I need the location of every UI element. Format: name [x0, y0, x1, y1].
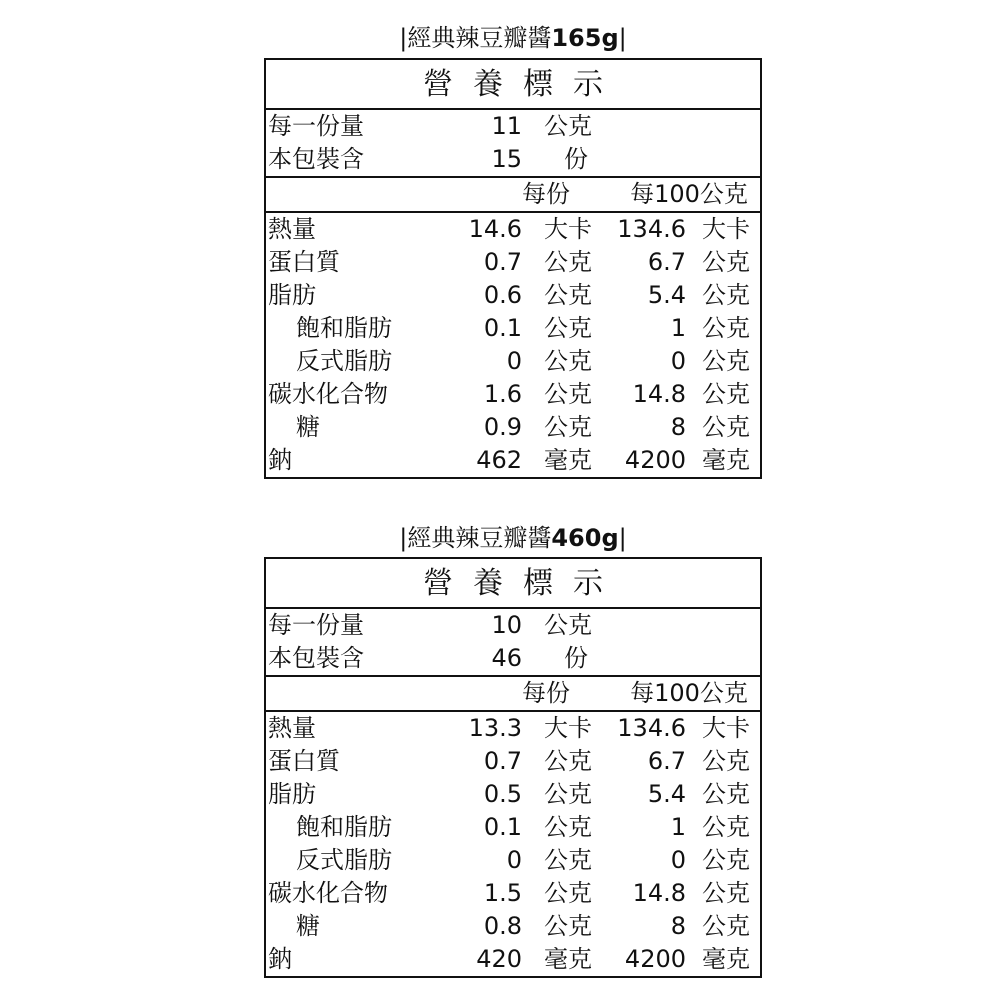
per-serving-unit: 公克: [544, 281, 592, 309]
per-serving-unit: 大卡: [544, 714, 592, 742]
serving-size-unit: 公克: [544, 112, 592, 140]
per-serving-unit: 毫克: [544, 945, 592, 973]
per-100g-unit: 公克: [702, 879, 750, 907]
product-weight: 165g: [551, 24, 619, 52]
per-100g-value: 134.6: [617, 714, 686, 742]
per-100g-value: 134.6: [617, 215, 686, 243]
per-serving-value: 1.6: [483, 380, 522, 408]
serving-size-label: 每一份量: [268, 112, 364, 140]
serving-size-unit: 公克: [544, 611, 592, 639]
per-serving-unit: 公克: [544, 314, 592, 342]
nutrient-rows: [266, 712, 760, 976]
per-serving-unit: 公克: [544, 413, 592, 441]
per-serving-value: 0.1: [483, 314, 522, 342]
serving-size-row: [266, 110, 760, 143]
per-100g-unit: 公克: [702, 813, 750, 841]
nutrient-name: 脂肪: [268, 281, 316, 309]
nutrient-name: 鈉: [268, 446, 292, 474]
serving-size-value: 10: [491, 611, 522, 639]
title-bar: |: [618, 24, 627, 52]
per-100g-value: 6.7: [647, 248, 686, 276]
per-100g-value: 8: [670, 912, 686, 940]
nutrient-name: 碳水化合物: [268, 380, 388, 408]
per-100g-unit: 大卡: [702, 215, 750, 243]
servings-value: 46: [491, 644, 522, 672]
column-header-row: [266, 677, 760, 712]
serving-size-row: [266, 609, 760, 642]
per-100g-value: 1: [670, 314, 686, 342]
per-100g-value: 0: [670, 846, 686, 874]
nutrient-name: 飽和脂肪: [296, 813, 392, 841]
label-header: 營養標示: [266, 559, 760, 609]
nutrient-name: 鈉: [268, 945, 292, 973]
per-100g-unit: 公克: [702, 248, 750, 276]
nutrient-name: 糖: [296, 912, 320, 940]
per-serving-unit: 公克: [544, 780, 592, 808]
per-serving-value: 0: [506, 347, 522, 375]
nutrient-row: [266, 745, 760, 778]
servings-per-package-row: [266, 143, 760, 178]
product-name: |經典辣豆瓣醬: [399, 24, 552, 52]
nutrient-row: [266, 844, 760, 877]
servings-label: 本包裝含: [268, 644, 364, 672]
per-100g-value: 6.7: [647, 747, 686, 775]
nutrient-name: 蛋白質: [268, 747, 340, 775]
per-serving-value: 0.6: [483, 281, 522, 309]
product-name: |經典辣豆瓣醬: [399, 524, 552, 552]
per-serving-value: 0.1: [483, 813, 522, 841]
per-serving-unit: 公克: [544, 347, 592, 375]
per-100g-unit: 公克: [702, 413, 750, 441]
per-serving-header: 每份: [522, 679, 570, 707]
nutrient-row: [266, 246, 760, 279]
servings-unit: 份: [564, 644, 588, 672]
nutrient-row: [266, 444, 760, 477]
servings-unit: 份: [564, 145, 588, 173]
per-serving-value: 13.3: [468, 714, 522, 742]
per-serving-header: 每份: [522, 180, 570, 208]
per-serving-unit: 公克: [544, 747, 592, 775]
per-serving-unit: 公克: [544, 846, 592, 874]
nutrient-name: 反式脂肪: [296, 347, 392, 375]
per-100g-value: 4200: [624, 446, 686, 474]
per-100g-unit: 毫克: [702, 446, 750, 474]
product-weight: 460g: [551, 524, 619, 552]
nutrient-name: 碳水化合物: [268, 879, 388, 907]
per-serving-unit: 大卡: [544, 215, 592, 243]
nutrient-row: [266, 910, 760, 943]
nutrient-row: [266, 312, 760, 345]
nutrient-row: [266, 778, 760, 811]
per-100g-header: 每100公克: [630, 679, 748, 707]
per-100g-unit: 公克: [702, 281, 750, 309]
nutrient-row: [266, 411, 760, 444]
nutrient-row: [266, 877, 760, 910]
per-100g-unit: 毫克: [702, 945, 750, 973]
servings-per-package-row: [266, 642, 760, 677]
nutrient-row: [266, 811, 760, 844]
serving-size-label: 每一份量: [268, 611, 364, 639]
per-serving-value: 0: [506, 846, 522, 874]
per-serving-unit: 公克: [544, 879, 592, 907]
per-100g-unit: 公克: [702, 747, 750, 775]
per-serving-value: 0.7: [483, 747, 522, 775]
per-serving-value: 0.7: [483, 248, 522, 276]
per-100g-value: 0: [670, 347, 686, 375]
per-100g-unit: 公克: [702, 780, 750, 808]
nutrient-row: [266, 279, 760, 312]
nutrient-name: 糖: [296, 413, 320, 441]
per-serving-unit: 毫克: [544, 446, 592, 474]
per-100g-unit: 公克: [702, 347, 750, 375]
per-100g-header: 每100公克: [630, 180, 748, 208]
label-header: 營養標示: [266, 60, 760, 110]
per-100g-value: 8: [670, 413, 686, 441]
nutrient-row: [266, 345, 760, 378]
per-100g-value: 14.8: [632, 380, 686, 408]
per-serving-unit: 公克: [544, 248, 592, 276]
nutrient-name: 脂肪: [268, 780, 316, 808]
nutrient-row: [266, 712, 760, 745]
nutrient-name: 反式脂肪: [296, 846, 392, 874]
nutrient-name: 飽和脂肪: [296, 314, 392, 342]
product-title: [264, 22, 762, 54]
nutrition-label: [264, 557, 762, 978]
per-100g-value: 5.4: [647, 281, 686, 309]
nutrient-rows: [266, 213, 760, 477]
per-100g-unit: 大卡: [702, 714, 750, 742]
per-100g-unit: 公克: [702, 846, 750, 874]
per-serving-value: 0.8: [483, 912, 522, 940]
per-100g-value: 1: [670, 813, 686, 841]
per-100g-value: 4200: [624, 945, 686, 973]
column-header-row: [266, 178, 760, 213]
servings-label: 本包裝含: [268, 145, 364, 173]
per-serving-value: 0.5: [483, 780, 522, 808]
serving-size-value: 11: [491, 112, 522, 140]
per-100g-value: 5.4: [647, 780, 686, 808]
nutrient-name: 熱量: [268, 714, 316, 742]
per-serving-value: 420: [476, 945, 522, 973]
nutrient-row: [266, 213, 760, 246]
per-100g-unit: 公克: [702, 912, 750, 940]
nutrient-row: [266, 378, 760, 411]
nutrient-row: [266, 943, 760, 976]
nutrient-name: 熱量: [268, 215, 316, 243]
per-serving-value: 0.9: [483, 413, 522, 441]
per-100g-unit: 公克: [702, 380, 750, 408]
per-serving-unit: 公克: [544, 813, 592, 841]
per-serving-value: 1.5: [483, 879, 522, 907]
per-serving-unit: 公克: [544, 912, 592, 940]
per-serving-value: 462: [476, 446, 522, 474]
servings-value: 15: [491, 145, 522, 173]
per-100g-value: 14.8: [632, 879, 686, 907]
per-serving-unit: 公克: [544, 380, 592, 408]
product-title: [264, 522, 762, 554]
nutrient-name: 蛋白質: [268, 248, 340, 276]
per-100g-unit: 公克: [702, 314, 750, 342]
nutrition-label: [264, 58, 762, 479]
title-bar: |: [618, 524, 627, 552]
per-serving-value: 14.6: [468, 215, 522, 243]
